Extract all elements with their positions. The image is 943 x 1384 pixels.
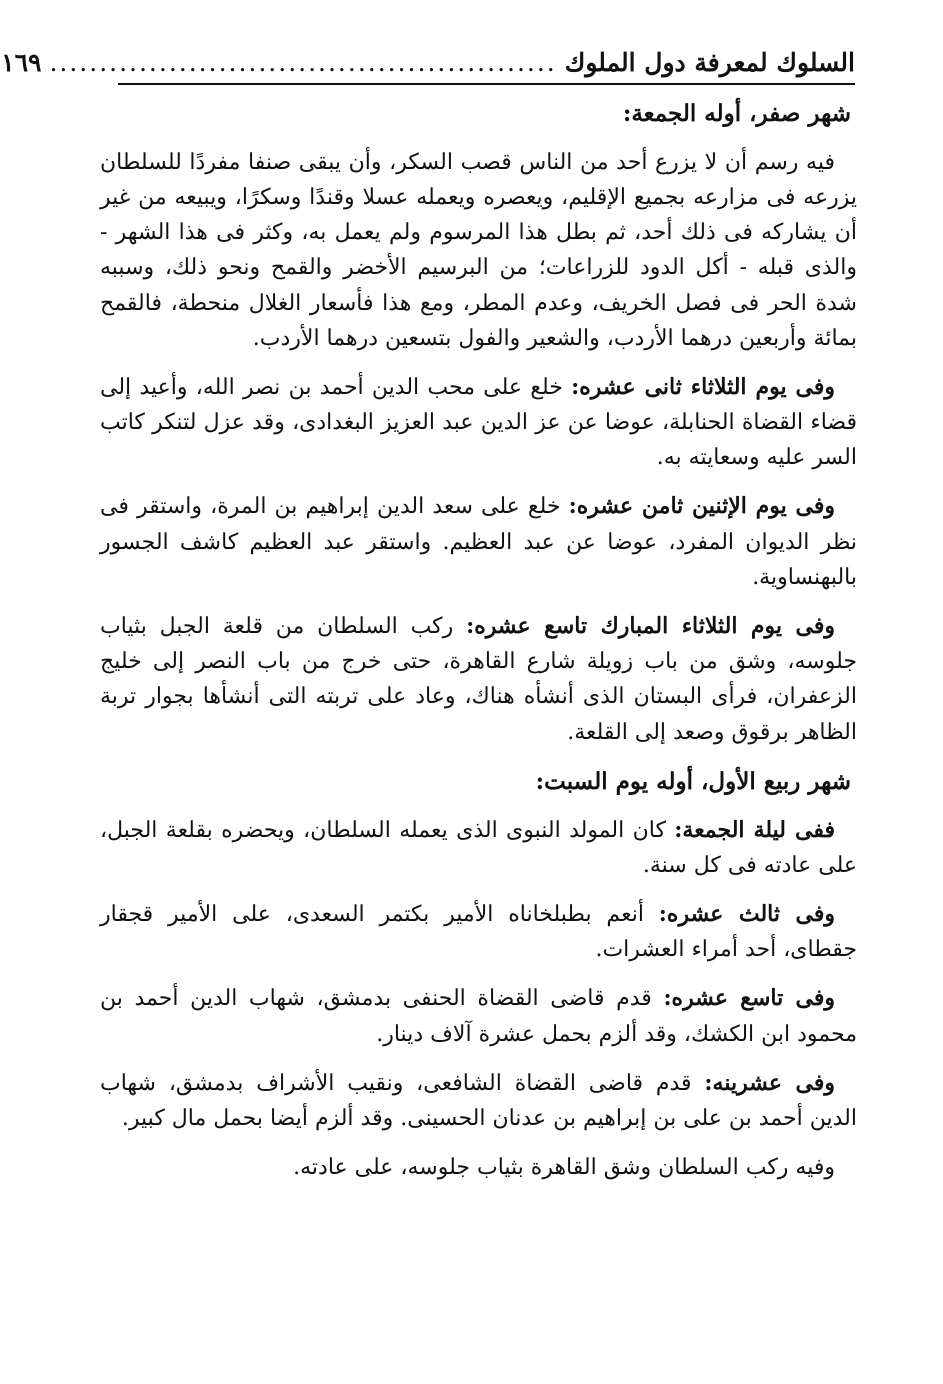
- paragraph-lead: وفى عشرينه:: [704, 1069, 835, 1096]
- paragraph-text: أنعم بطبلخاناه الأمير بكتمر السعدى، على الأمير قجقار جقطاى، أحد أمراء العشرات.: [100, 901, 857, 963]
- paragraph: [100, 1150, 857, 1185]
- paragraph-lead: وفى يوم الثلاثاء ثانى عشره:: [571, 373, 835, 400]
- paragraph-text: خلع على محب الدين أحمد بن نصر الله، وأعيد إلى قضاء القضاة الحنابلة، عوضا عن عز الدين عبد العزيز البغدادى، وقد عزل لتنكر كاتب السر عليه وسعايته به.: [100, 374, 857, 471]
- paragraph-lead: وفى تاسع عشره:: [663, 985, 835, 1012]
- paragraph: [100, 489, 857, 595]
- paragraph-text: فيه رسم أن لا يزرع أحد من الناس قصب السكر، وأن يبقى صنفا مفردًا للسلطان يزرعه فى مزارعه بجميع الإقليم، ويعصره ويعمله عسلا وقندًا وسكرًا، ويبيعه من غير أن يشاركه فى ذلك أحد، ثم بطل هذا المرسوم ولم يعمل به، وكثر فى هذا الشهر - والذى قبله - أكل الدود للزراعات؛ من البرسيم الأخضر والقمح ونحو ذلك، وسببه شدة الحر فى فصل الخريف، وعدم المطر، ومع هذا فأسعار الغلال منحطة، فالقمح بمائة وأربعين درهما الأردب، والشعير والفول بتسعين درهما الأردب.: [100, 149, 857, 351]
- paragraph-lead: وفى يوم الثلاثاء المبارك تاسع عشره:: [466, 613, 835, 640]
- paragraph: [100, 145, 857, 356]
- paragraph-text: خلع على سعد الدين إبراهيم بن المرة، واستقر فى نظر الديوان المفرد، عوضا عن عبد العظيم. واستقر عبد العظيم كاشف الجسور بالبهنساوية.: [100, 494, 857, 590]
- page-number: ١٦٩: [1, 48, 42, 77]
- paragraph-text: كان المولد النبوى الذى يعمله السلطان، ويحضره بقلعة الجبل، على عادته فى كل سنة.: [100, 817, 857, 878]
- leader-dots: ...................................................: [49, 48, 557, 77]
- paragraph-text: قدم قاضى القضاة الشافعى، ونقيب الأشراف بدمشق، شهاب الدين أحمد بن على بن إبراهيم بن عدنان الحسينى. وقد ألزم أيضا بحمل مال كبير.: [100, 1070, 857, 1131]
- paragraph-lead: وفى ثالث عشره:: [658, 900, 836, 927]
- paragraph-text: ركب السلطان من قلعة الجبل بثياب جلوسه، وشق من باب زويلة شارع القاهرة، حتى خرج من باب النصر إلى خليج الزعفران، فرأى البستان الذى أنشأه هناك، وعاد على تربته التى أنشأها بجوار تربة الظاهر برقوق وصعد إلى القلعة.: [100, 614, 857, 745]
- running-header: [1, 48, 855, 85]
- page-body: [100, 96, 857, 1199]
- paragraph: [100, 897, 857, 967]
- paragraph: [100, 370, 857, 476]
- paragraph: [100, 981, 857, 1051]
- paragraph: [100, 1066, 857, 1136]
- section-heading: شهر ربيع الأول، أوله يوم السبت:: [535, 767, 851, 795]
- paragraph-lead: ففى ليلة الجمعة:: [674, 816, 835, 843]
- paragraph-text: وفيه ركب السلطان وشق القاهرة بثياب جلوسه، على عادته.: [293, 1155, 835, 1181]
- section-heading: شهر صفر، أوله الجمعة:: [622, 100, 851, 127]
- paragraph: [100, 609, 857, 750]
- paragraph-text: قدم قاضى القضاة الحنفى بدمشق، شهاب الدين أحمد بن محمود ابن الكشك، وقد ألزم بحمل عشرة آلاف دينار.: [100, 986, 857, 1047]
- book-title: السلوك لمعرفة دول الملوك: [564, 48, 855, 77]
- paragraph: [100, 813, 857, 883]
- paragraph-lead: وفى يوم الإثنين ثامن عشره:: [568, 493, 835, 520]
